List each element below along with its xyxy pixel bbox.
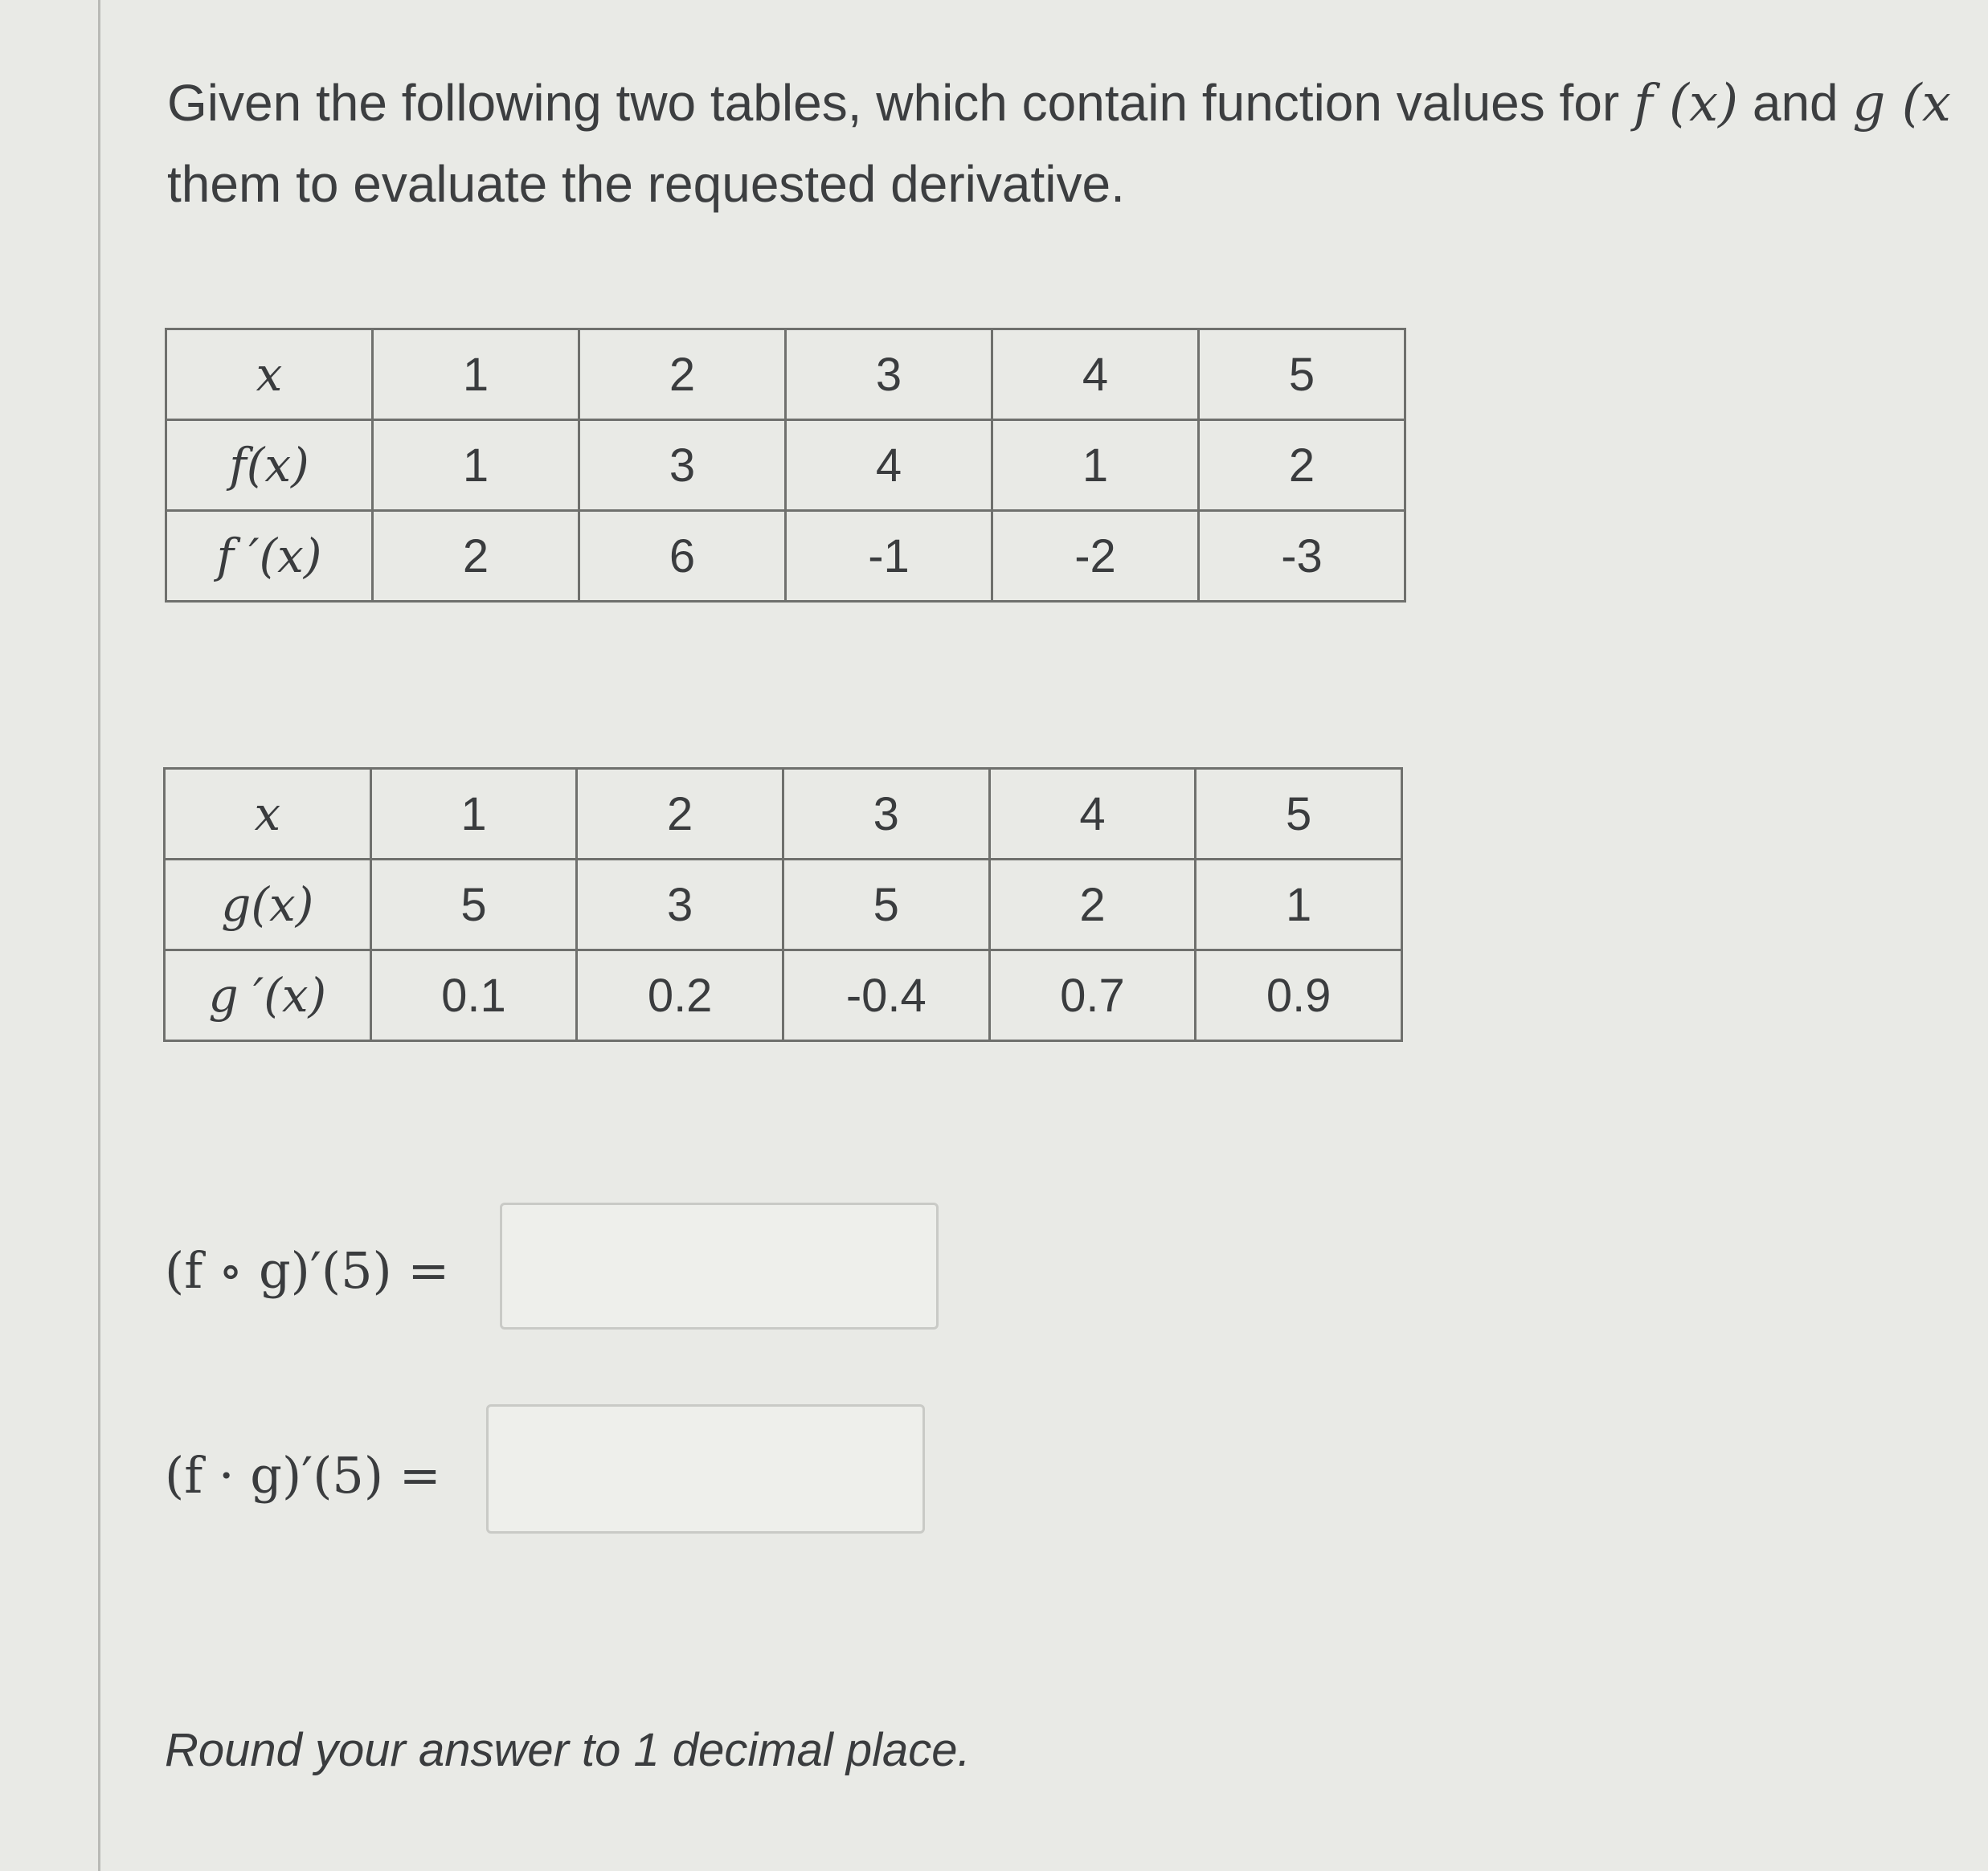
composition-answer-input[interactable] [500,1203,939,1330]
question-prompt [167,63,1988,224]
table-cell: 5 [1199,329,1405,420]
table-cell: 0.9 [1196,950,1402,1041]
table-cell: -2 [992,511,1199,602]
table-header-g-prime: g ′(x) [165,950,371,1041]
table-cell: -1 [786,511,992,602]
question-line-2: them to evaluate the requested derivative. [167,155,1125,213]
table-cell: 2 [989,860,1196,950]
question-and: and [1752,74,1839,132]
table-cell: 0.7 [989,950,1196,1041]
table-row [166,329,1405,420]
table-row [166,511,1405,602]
product-derivative-label: (f · g)′(5) = [165,1446,441,1505]
question-line-1 [167,63,1988,144]
table-cell: -0.4 [783,950,989,1041]
table-header-x: x [165,769,371,860]
product-answer-input[interactable] [486,1404,925,1534]
table-cell: 0.2 [577,950,783,1041]
table-cell: 4 [989,769,1196,860]
table-cell: 2 [577,769,783,860]
table-header-f-prime: f ′(x) [166,511,373,602]
g-values-table [163,767,1403,1042]
table-cell: 2 [1199,420,1405,511]
table-cell: 3 [783,769,989,860]
f-values-table [165,328,1406,603]
table-cell: 4 [992,329,1199,420]
composition-derivative-label: (f ∘ g)′(5) = [165,1241,450,1300]
question-line-1-prefix: Given the following two tables, which contain function values for [167,74,1620,132]
table-row [165,769,1402,860]
table-cell: 5 [370,860,577,950]
table-cell: 1 [373,329,579,420]
table-cell: 3 [579,420,786,511]
question-g-notation: g (x [1852,74,1951,133]
table-cell: 5 [1196,769,1402,860]
table-cell: 3 [577,860,783,950]
table-cell: 1 [992,420,1199,511]
rounding-instruction: Round your answer to 1 decimal place. [165,1724,971,1776]
table-cell: 0.1 [370,950,577,1041]
table-cell: 2 [373,511,579,602]
table-cell: 1 [370,769,577,860]
table-cell: 5 [783,860,989,950]
table-cell: 1 [373,420,579,511]
table-row [165,860,1402,950]
table-cell: 3 [786,329,992,420]
table-cell: 4 [786,420,992,511]
table-cell: 1 [1196,860,1402,950]
table-header-x: x [166,329,373,420]
question-f-notation: f (x) [1634,74,1739,133]
table-cell: -3 [1199,511,1405,602]
table-row [165,950,1402,1041]
table-cell: 6 [579,511,786,602]
table-row [166,420,1405,511]
table-header-f: f(x) [166,420,373,511]
table-header-g: g(x) [165,860,371,950]
table-cell: 2 [579,329,786,420]
